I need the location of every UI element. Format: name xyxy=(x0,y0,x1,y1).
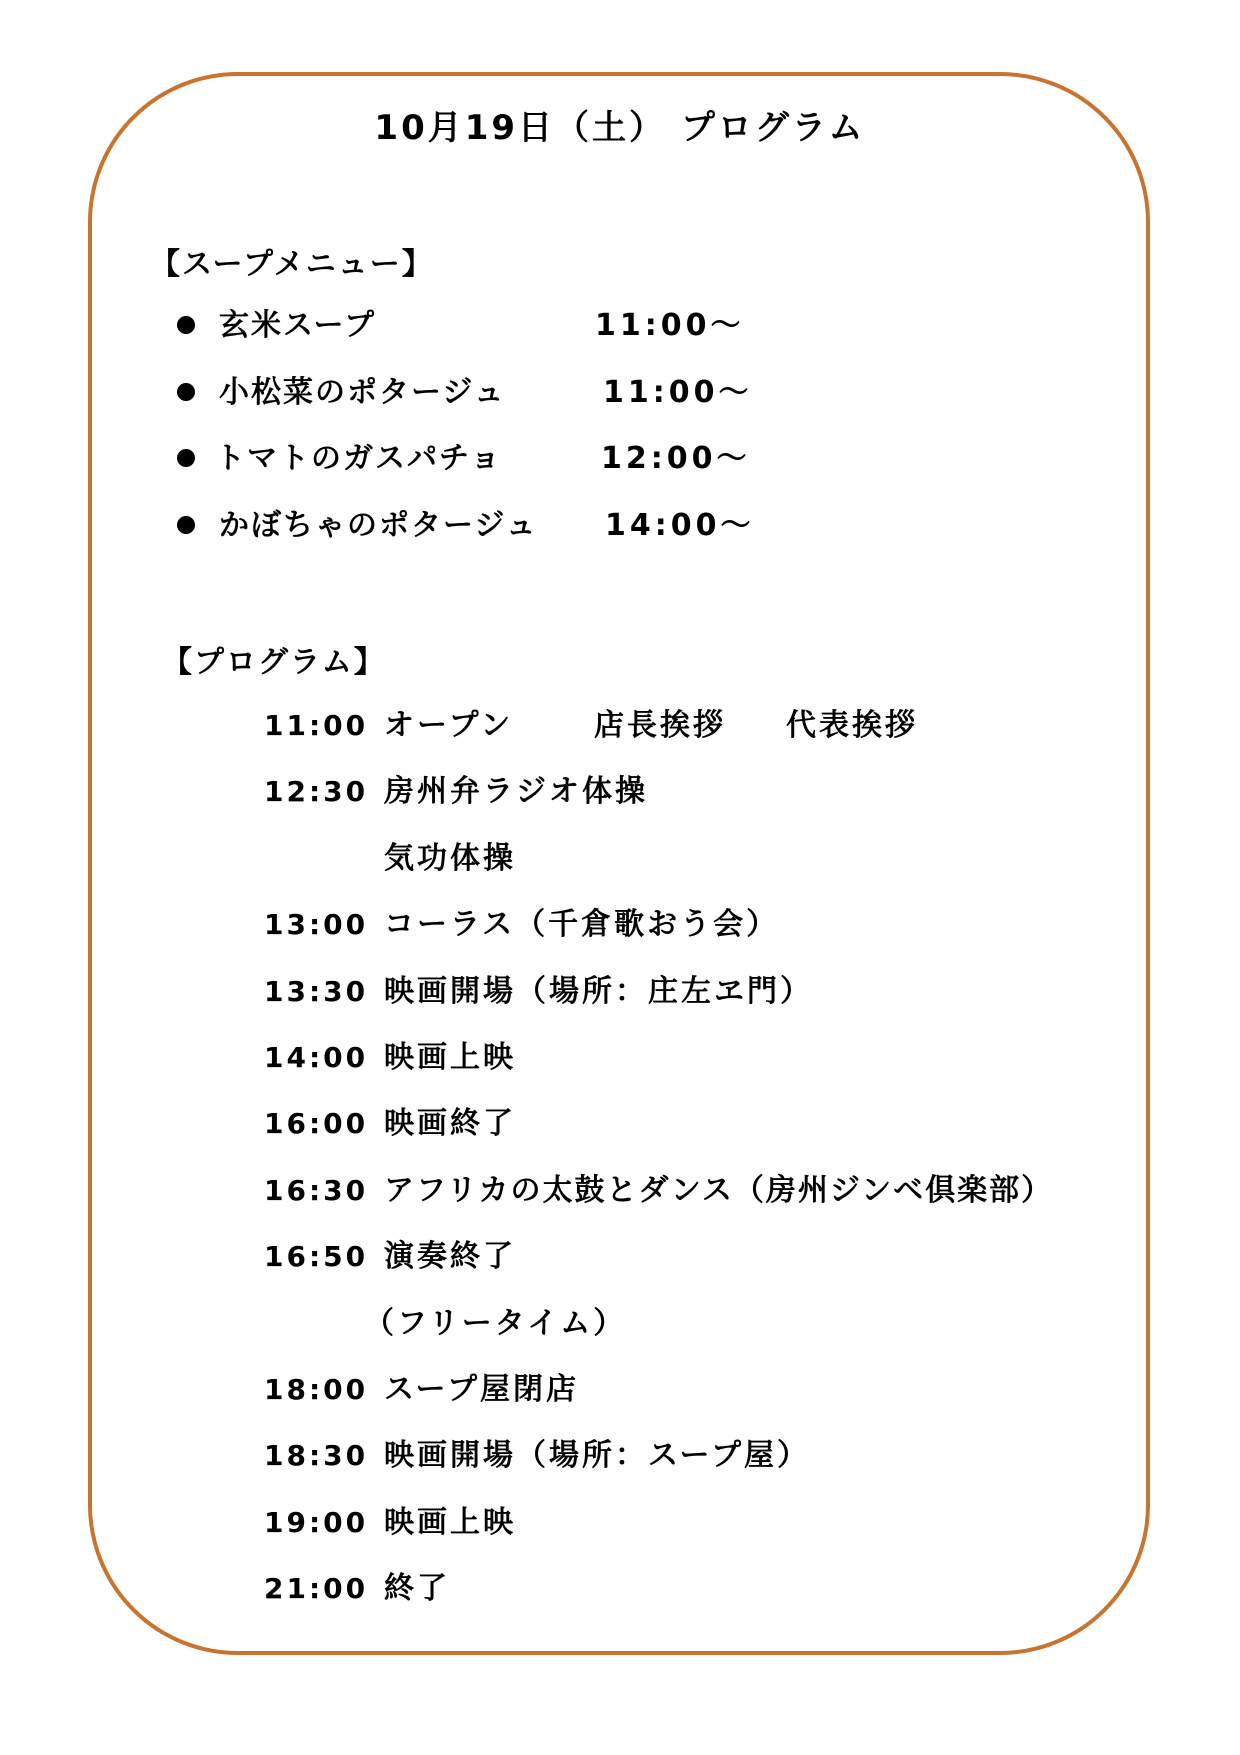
program-event-extra: 代表挨拶 xyxy=(786,708,918,743)
soup-time: 11:00～ xyxy=(595,308,745,343)
program-event: 映画上映 xyxy=(384,1504,516,1540)
program-time: 12:30 xyxy=(264,775,369,809)
program-time: 19:00 xyxy=(264,1505,369,1539)
soup-time: 12:00～ xyxy=(601,441,751,476)
program-note: （フリータイム） xyxy=(364,1305,627,1341)
soup-menu-heading: 【スープメニュー】 xyxy=(150,247,434,282)
program-time: 18:30 xyxy=(264,1439,369,1473)
program-event: 映画開場（場所：庄左ヱ門） xyxy=(384,973,813,1009)
program-time: 16:30 xyxy=(264,1173,369,1207)
soup-time: 11:00～ xyxy=(603,374,753,410)
program-time: 21:00 xyxy=(264,1572,369,1606)
soup-name: 小松菜のポタージュ xyxy=(219,374,506,410)
program-time: 11:00 xyxy=(264,709,369,742)
program-event: 気功体操 xyxy=(384,840,516,876)
program-time: 18:00 xyxy=(264,1372,369,1406)
program-time: 16:50 xyxy=(264,1240,369,1274)
program-heading: 【プログラム】 xyxy=(162,645,386,680)
program-time: 14:00 xyxy=(264,1040,369,1074)
program-event: 映画終了 xyxy=(384,1106,516,1142)
program-event: 映画上映 xyxy=(384,1039,516,1075)
program-event-extra: 店長挨拶 xyxy=(594,708,726,743)
program-event: 映画開場（場所：スープ屋） xyxy=(384,1438,810,1474)
program-event: 房州弁ラジオ体操 xyxy=(384,774,648,810)
soup-name: かぼちゃのポタージュ xyxy=(219,507,538,543)
bullet-icon xyxy=(177,516,195,534)
soup-name: 玄米スープ xyxy=(219,308,376,343)
program-time: 13:30 xyxy=(264,974,369,1008)
program-event: 演奏終了 xyxy=(384,1239,516,1275)
program-event: オープン xyxy=(384,708,514,743)
program-event: スープ屋閉店 xyxy=(384,1371,579,1407)
bullet-icon xyxy=(177,383,195,401)
program-event: 終了 xyxy=(384,1571,450,1607)
bullet-icon xyxy=(177,316,195,334)
bullet-icon xyxy=(177,449,195,467)
program-time: 13:00 xyxy=(264,908,369,942)
soup-name: トマトのガスパチョ xyxy=(215,441,503,476)
program-time: 16:00 xyxy=(264,1107,369,1141)
program-event: コーラス（千倉歌おう会） xyxy=(384,907,780,943)
page-title: 10月19日（土） プログラム xyxy=(374,108,866,148)
program-event: アフリカの太鼓とダンス（房州ジンベ倶楽部） xyxy=(384,1172,1054,1208)
soup-time: 14:00～ xyxy=(605,507,755,543)
